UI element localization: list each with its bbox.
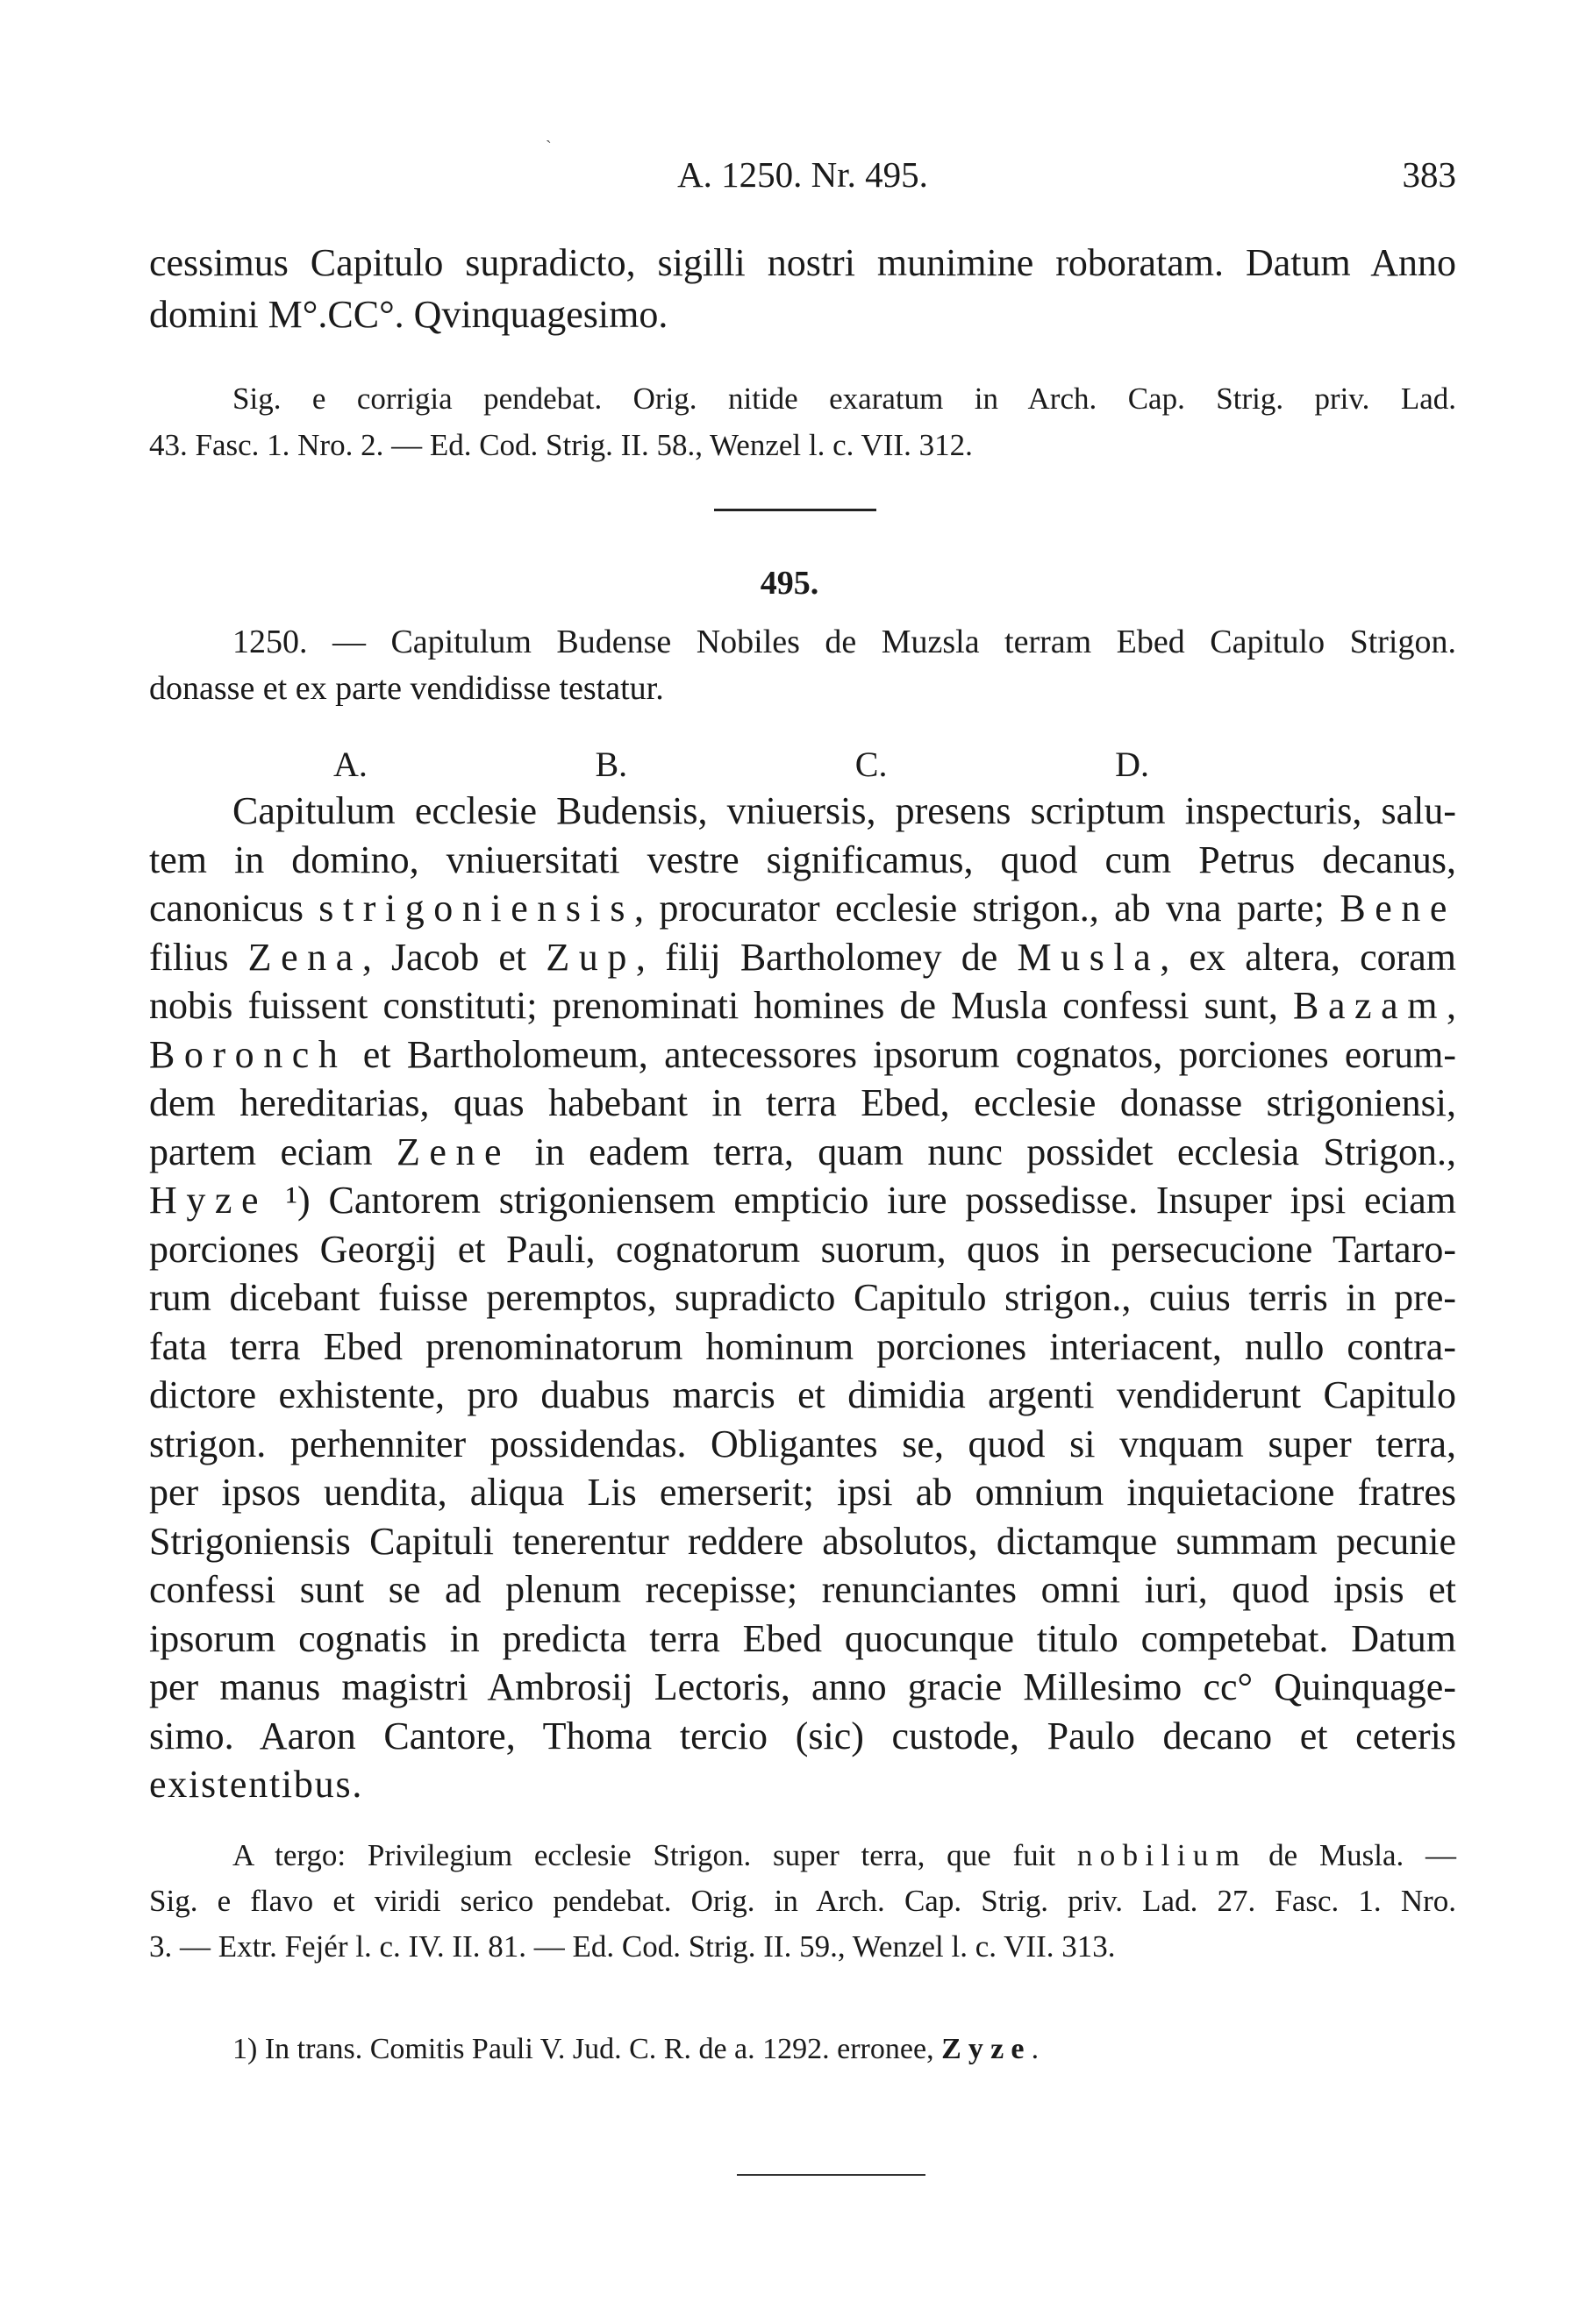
text-line: porciones Georgij et Pauli, cognatorum suorum, quos in persecucione Tartaro- (149, 1227, 1456, 1271)
summary-line: donasse et ex parte vendidisse testatur. (149, 670, 664, 707)
siglum: B. (595, 745, 628, 784)
text-line: tem in domino, vniuersitati vestre significamus, quod cum Petrus decanus, (149, 838, 1456, 881)
note-line: A tergo: Privilegium ecclesie Strigon. super terra, que fuit nobilium de Musla. — (232, 1838, 1456, 1872)
running-header (149, 153, 1456, 197)
text-line: Capitulum ecclesie Budensis, vniuersis, presens scriptum inspecturis, salu- (232, 789, 1456, 832)
page-number: 383 (1402, 154, 1456, 195)
spaced-name: nobilium (1076, 1838, 1247, 1872)
spaced-name: strigoniensis (318, 887, 635, 930)
note-line: 3. — Extr. Fejér l. c. IV. II. 81. — Ed. Cod. Strig. II. 59., Wenzel l. c. VII. 313. (149, 1929, 1116, 1964)
manuscript-sigla (333, 744, 1149, 785)
summary-line: 1250. — Capitulum Budense Nobiles de Muzsla terram Ebed Capitulo Strigon. (232, 624, 1456, 660)
charter-text (149, 787, 1456, 1809)
spaced-name: Hyze (149, 1179, 268, 1222)
text-line: nobis fuissent constituti; prenominati homines de Musla confessi sunt, Bazam, (149, 984, 1456, 1027)
footnote-line: 1) In trans. Comitis Pauli V. Jud. C. R. de a. 1292. erronee, Zyze. (232, 2033, 1040, 2065)
text-line: canonicus strigoniensis, procurator ecclesie strigon., ab vna parte; Bene (149, 887, 1456, 930)
note-line: 43. Fasc. 1. Nro. 2. — Ed. Cod. Strig. II. 58., Wenzel l. c. VII. 312. (149, 428, 973, 462)
text-line: dictore exhistente, pro duabus marcis et dimidia argenti vendiderunt Capitulo (149, 1373, 1456, 1416)
text-line: cessimus Capitulo supradicto, sigilli nostri munimine roboratam. Datum Anno (149, 241, 1456, 284)
text-line: ipsorum cognatis in predicta terra Ebed quocunque titulo competebat. Datum (149, 1616, 1456, 1660)
text-line: domini M°.CC°. Qvinquagesimo. (149, 293, 668, 336)
text-line: per manus magistri Ambrosij Lectoris, anno gracie Millesimo cc° Quinquage- (149, 1665, 1456, 1708)
spaced-name: Zena (247, 935, 362, 979)
text-line: simo. Aaron Cantore, Thoma tercio (sic) custode, Paulo decano et ceteris (149, 1714, 1456, 1757)
text-line: confessi sunt se ad plenum recepisse; renunciantes omni iuri, quod ipsis et (149, 1568, 1456, 1611)
text-line: Boronch et Bartholomeum, antecessores ipsorum cognatos, porciones eorum- (149, 1032, 1456, 1076)
previous-document-note (149, 375, 1456, 468)
note-line: Sig. e flavo et viridi serico pendebat. Orig. in Arch. Cap. Strig. priv. Lad. 27. Fasc. 1. Nro. (149, 1884, 1456, 1918)
text-line: existentibus. (149, 1763, 364, 1806)
document-summary (149, 619, 1456, 712)
footnote (149, 2030, 1456, 2069)
text-line: rum dicebant fuisse peremptos, supradicto Capitulo strigon., cuius terris in pre- (149, 1276, 1456, 1319)
text-line: filius Zena, Jacob et Zup, filij Bartholomey de Musla, ex altera, coram (149, 935, 1457, 979)
spaced-name: Bene (1340, 887, 1456, 930)
stray-mark: ˴ (546, 130, 552, 149)
text-line: dem hereditarias, quas habebant in terra Ebed, ecclesie donasse strigoniensi, (149, 1081, 1456, 1124)
text-line: Hyze ¹) Cantorem strigoniensem empticio iure possedisse. Insuper ipsi eciam (149, 1179, 1456, 1222)
running-title: A. 1250. Nr. 495. (677, 154, 928, 195)
text-line: fata terra Ebed prenominatorum hominum porciones interiacent, nullo contra- (149, 1324, 1456, 1368)
text-line: strigon. perhenniter possidendas. Obligantes se, quod si vnquam super terra, (149, 1422, 1456, 1465)
dorsal-note (149, 1833, 1456, 1970)
spaced-name: Zup (546, 935, 636, 979)
document-number: 495. (760, 565, 819, 602)
text-line: partem eciam Zene in eadem terra, quam nunc possidet ecclesia Strigon., (149, 1130, 1456, 1173)
text-line: Strigoniensis Capituli tenerentur reddere absolutos, dictamque summam pecunie (149, 1519, 1456, 1563)
spaced-name: Boronch (149, 1032, 347, 1076)
siglum: C. (854, 745, 888, 784)
siglum: A. (333, 745, 368, 784)
previous-document-ending (149, 237, 1456, 340)
section-divider (714, 509, 876, 511)
spaced-name: Zyze (941, 2033, 1032, 2065)
text-line: per ipsos uendita, aliqua Lis emerserit; ipsi ab omnium inquietacione fratres (149, 1471, 1456, 1514)
spaced-name: Musla (1017, 935, 1161, 979)
siglum: D. (1115, 745, 1149, 784)
note-line: Sig. e corrigia pendebat. Orig. nitide exaratum in Arch. Cap. Strig. priv. Lad. (232, 381, 1456, 416)
spaced-name: Bazam (1293, 984, 1447, 1027)
footer-rule (737, 2174, 925, 2176)
spaced-name: Zene (396, 1130, 511, 1173)
